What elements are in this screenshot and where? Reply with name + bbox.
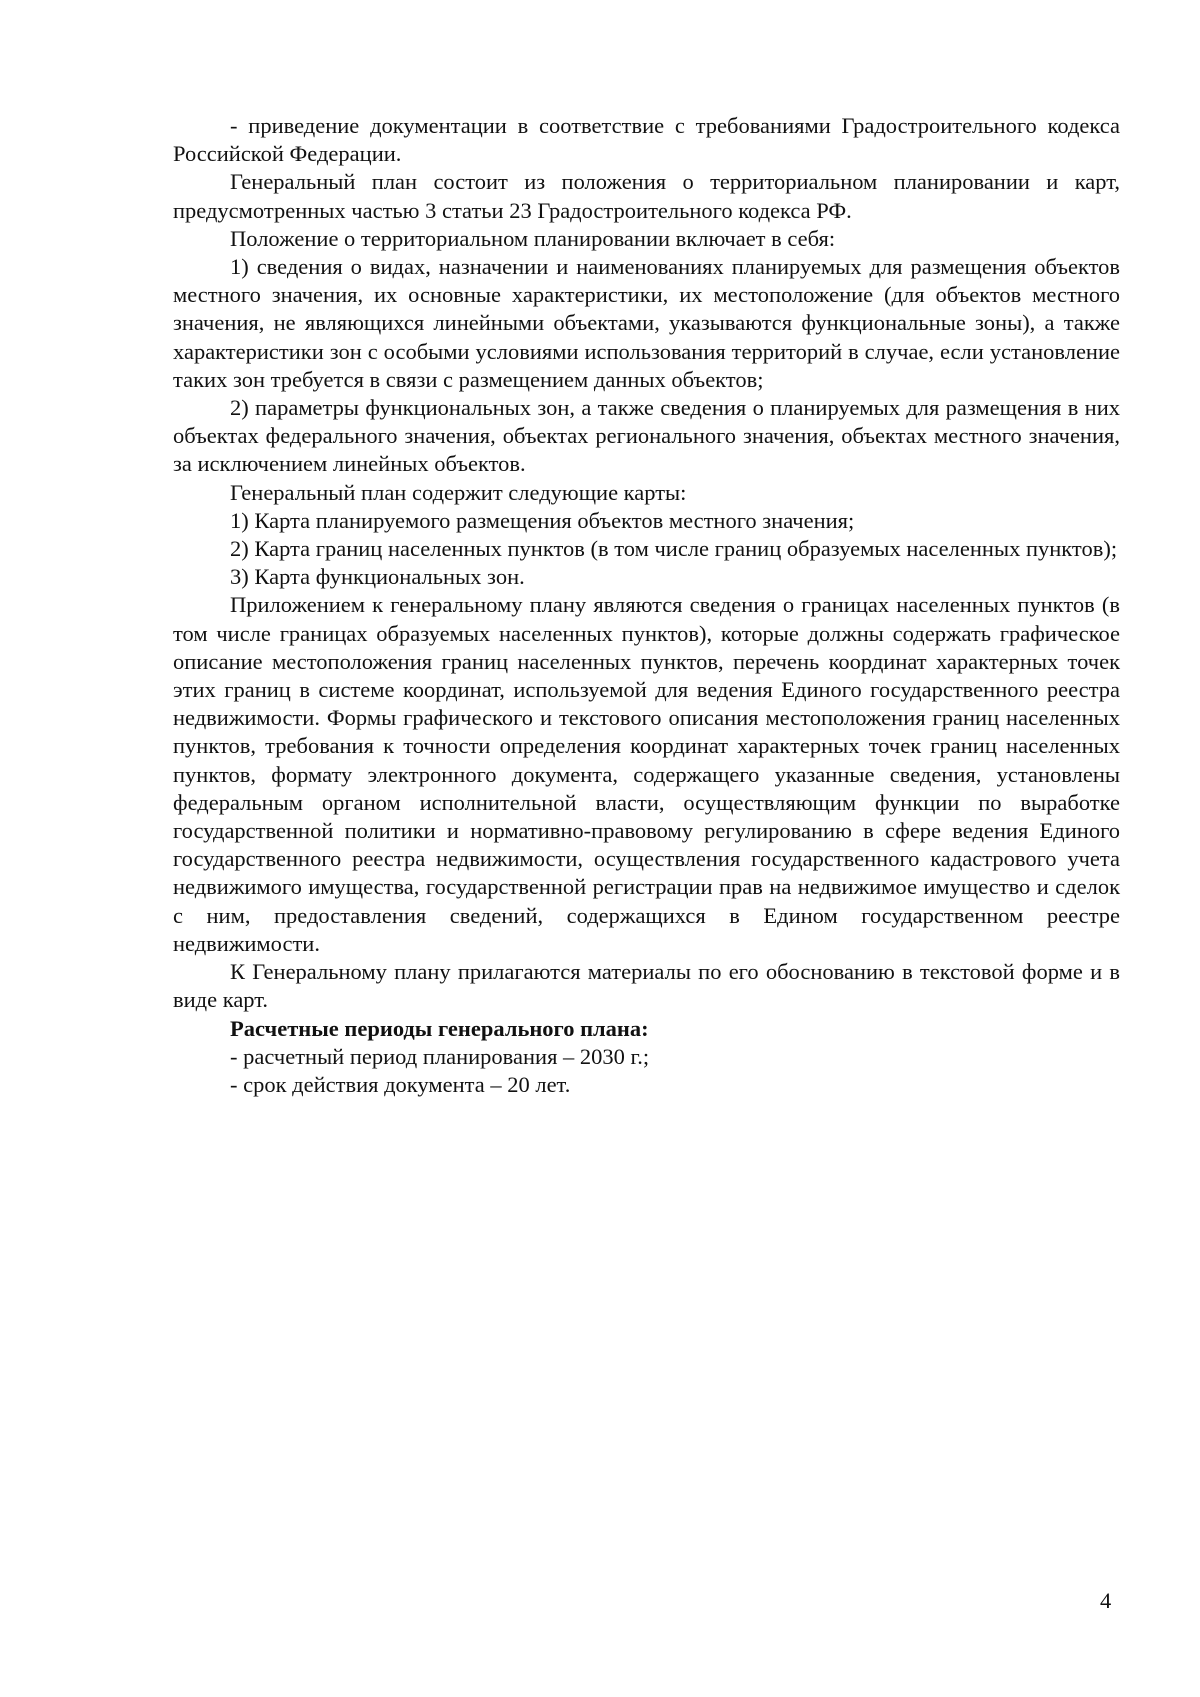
paragraph-map-item-3: 3) Карта функциональных зон. <box>230 564 525 590</box>
paragraph-provision-item-1: 1) сведения о видах, назначении и наименованиях планируемых для размещения объектов местного значения, их основные характеристики, их местоположение (для объектов местного значения, не являющихся линейными объектами, указываются функциональные зоны), а также характеристики зон с особыми условиями использования территорий в случае, если установление таких зон требуется в связи с размещением данных объектов; <box>173 254 1120 392</box>
page-number: 4 <box>1100 1588 1112 1613</box>
paragraph-intro-item: - приведение документации в соответствие с требованиями Градостроительного кодекса Российской Федерации. <box>173 113 1120 167</box>
paragraph-map-item-1: 1) Карта планируемого размещения объектов местного значения; <box>230 507 855 533</box>
periods-heading: Расчетные периоды генерального плана: <box>230 1015 649 1041</box>
paragraph-provision-includes: Положение о территориальном планировании включает в себя: <box>230 225 836 251</box>
document-body <box>173 112 1120 1099</box>
period-item-planning: - расчетный период планирования – 2030 г.; <box>230 1043 650 1069</box>
paragraph-map-item-2: 2) Карта границ населенных пунктов (в том числе границ образуемых населенных пунктов); <box>230 536 1118 562</box>
paragraph-plan-composition: Генеральный план состоит из положения о территориальном планировании и карт, предусмотренных частью 3 статьи 23 Градостроительного кодекса РФ. <box>173 169 1120 223</box>
paragraph-appendix: Приложением к генеральному плану являются сведения о границах населенных пунктов (в том числе границах образуемых населенных пунктов), которые должны содержать графическое описание местоположения границ населенных пунктов, перечень координат характерных точек этих границ в системе координат, используемой для ведения Единого государственного реестра недвижимости. Формы графического и текстового описания местоположения границ населенных пунктов, требования к точности определения координат характерных точек границ населенных пунктов, формату электронного документа, содержащего указанные сведения, установлены федеральным органом исполнительной власти, осуществляющим функции по выработке государственной политики и нормативно-правовому регулированию в сфере ведения Единого государственного реестра недвижимости, осуществления государственного кадастрового учета недвижимого имущества, государственной регистрации прав на недвижимое имущество и сделок с ним, предоставления сведений, содержащихся в Едином государственном реестре недвижимости. <box>173 592 1120 956</box>
paragraph-provision-item-2: 2) параметры функциональных зон, а также сведения о планируемых для размещения в них объектах федерального значения, объектах регионального значения, объектах местного значения, за исключением линейных объектов. <box>173 395 1120 477</box>
paragraph-maps-heading: Генеральный план содержит следующие карты: <box>230 479 687 505</box>
period-item-validity: - срок действия документа – 20 лет. <box>230 1071 571 1097</box>
paragraph-materials: К Генеральному плану прилагаются материалы по его обоснованию в текстовой форме и в виде карт. <box>173 959 1120 1013</box>
